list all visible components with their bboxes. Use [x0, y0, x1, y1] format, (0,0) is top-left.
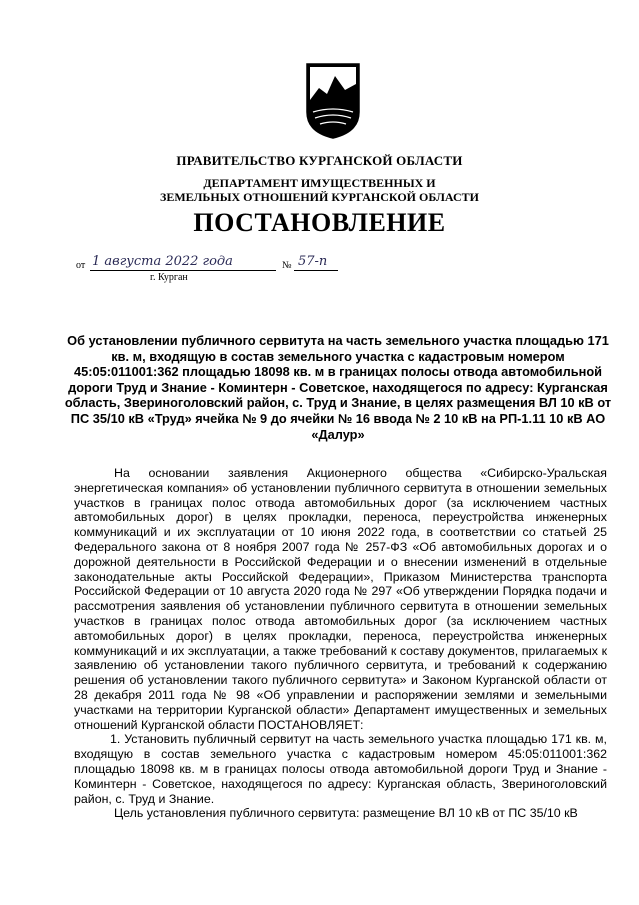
document-heading: Об установлении публичного сервитута на часть земельного участка площадью 171 кв. м, входящую в состав земельного участка с кадастровым номером 45:05:011001:362 площадью 18098 кв. м в границах полосы отвода автомобильной дороги Труд и Знание - Коминтерн - Советское, находящегося по адресу: Курганская область, Звериноголовский район, с. Труд и Знание, в целях размещения ВЛ 10 кВ от ПС 35/10 кВ «Труд» ячейка № 9 до ячейки № 16 ввода № 2 10 кВ на РП-1.11 10 кВ АО «Далур» [64, 333, 612, 442]
date-underline [90, 270, 276, 271]
document-body [74, 466, 607, 821]
number-prefix: № [282, 260, 292, 271]
date-prefix: от [76, 260, 86, 271]
document-type-title: ПОСТАНОВЛЕНИЕ [193, 208, 446, 237]
number-underline [294, 270, 338, 271]
item-1-paragraph: 1. Установить публичный сервитут на часть земельного участка площадью 171 кв. м, входящую в состав земельного участка с кадастровым номером 45:05:011001:362 площадью 18098 кв. м в границах полосы отвода автомобильной дороги Труд и Знание - Коминтерн - Советское, находящегося по адресу: Курганская область, Звериноголовский район, с. Труд и Знание. [74, 732, 607, 806]
handwritten-number: 57-п [298, 254, 328, 269]
department-line-2: ЗЕМЕЛЬНЫХ ОТНОШЕНИЙ КУРГАНСКОЙ ОБЛАСТИ [159, 190, 479, 204]
department-line-1: ДЕПАРТАМЕНТ ИМУЩЕСТВЕННЫХ И [203, 176, 436, 190]
government-name: ПРАВИТЕЛЬСТВО КУРГАНСКОЙ ОБЛАСТИ [176, 153, 463, 168]
city-label: г. Курган [150, 272, 188, 283]
preamble-paragraph: На основании заявления Акционерного общества «Сибирско-Уральская энергетическая компания» об установлении публичного сервитута в отношении земельных участков в границах полос отвода автомобильных дорог (за исключением частных автомобильных дорог) в целях прокладки, переноса, переустройства инженерных коммуникаций и их эксплуатации от 10 июня 2022 года, в соответствии со статьей 25 Федерального закона от 8 ноября 2007 года № 257-ФЗ «Об автомобильных дорогах и о дорожной деятельности в Российской Федерации и о внесении изменений в отдельные законодательные акты Российской Федерации», Приказом Министерства транспорта Российской Федерации от 10 августа 2020 года № 297 «Об утверждении Порядка подачи и рассмотрения заявления об установлении публичного сервитута в отношении земельных участков в границах полос отвода автомобильных дорог (за исключением частных автомобильных дорог) в целях прокладки, переноса, переустройства инженерных коммуникаций и их эксплуатации, а также требований к составу документов, прилагаемых к заявлению об установлении такого публичного сервитута, и требований к содержанию решения об установлении такого публичного сервитута» и Законом Курганской области от 28 декабря 2011 года № 98 «Об управлении и распоряжении землями и земельными участками на территории Курганской области» Департамент имущественных и земельных отношений Курганской области ПОСТАНОВЛЯЕТ: [74, 466, 607, 732]
coat-of-arms-icon [305, 62, 361, 140]
department-name [0, 176, 639, 204]
handwritten-date: 1 августа 2022 года [92, 254, 233, 269]
purpose-paragraph: Цель установления публичного сервитута: размещение ВЛ 10 кВ от ПС 35/10 кВ [114, 806, 578, 821]
